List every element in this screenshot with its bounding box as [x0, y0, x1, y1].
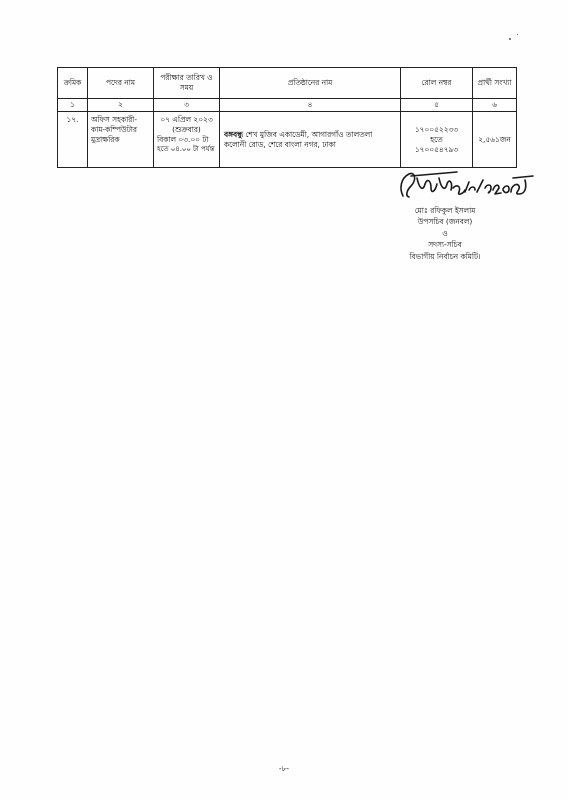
header-institution-name: প্রতিষ্ঠানের নাম: [220, 68, 401, 99]
exam-venue-table: [57, 67, 517, 168]
institution-cell: [220, 112, 401, 168]
column-number: ৪: [220, 99, 401, 112]
column-number: ২: [88, 99, 154, 112]
venue-line-1: [224, 130, 397, 140]
header-roll-number: রোল নম্বর: [401, 68, 473, 99]
exam-time-end: হতে ০৪.০০ টা পর্যন্ত: [157, 144, 215, 153]
column-number-row: [58, 99, 517, 112]
exam-weekday: (শুক্রবার): [172, 124, 201, 134]
scan-speck: [509, 38, 511, 40]
signatory-role: সদস্য-সচিব: [428, 240, 462, 250]
signatory-designation: উপসচিব (জনবল): [417, 217, 473, 227]
post-name-line: অফিস সহকারী-: [91, 115, 138, 124]
column-number: ৬: [473, 99, 517, 112]
venue-bold-word: বঙ্গবন্ধু: [224, 130, 243, 140]
column-number: ৫: [401, 99, 473, 112]
venue-line-2: কলোনী রোড, শেরে বাংলা নগর, ঢাকা: [224, 140, 336, 149]
serial-cell: ১৭.: [58, 112, 88, 168]
exam-time-start: বিকাল ০৩.০০ টা: [157, 134, 209, 144]
candidate-count-cell: ২,৫৬১জন: [473, 112, 517, 168]
exam-date: ০৭ এপ্রিল ২০২৩: [160, 115, 213, 124]
header-candidate-count: প্রার্থী সংখ্যা: [473, 68, 517, 99]
signatory-conjunction: ও: [442, 228, 448, 238]
table-header-row: [58, 68, 517, 99]
post-name-cell: [88, 112, 154, 168]
roll-end: ১৭০০৫৪৭৯৩: [414, 144, 459, 154]
header-serial: ক্রমিক: [58, 68, 88, 99]
signatory-committee: বিভাগীয় নির্বাচন কমিটি।: [409, 251, 481, 261]
header-post-name: পদের নাম: [88, 68, 154, 99]
header-exam-date-time: পরীক্ষার তারিখ ও সময়: [154, 68, 220, 99]
venue-line-1-text: শেখ মুজিব একাডেমী, আগারগাঁও তালতলা: [242, 130, 373, 140]
signatory-block: [375, 205, 515, 262]
exam-date-time-cell: [154, 112, 220, 168]
handwritten-signature: [395, 166, 535, 204]
post-name-line: কাম-কম্পিউটার: [91, 124, 137, 134]
signatory-name: মোঃ রফিকুল ইসলাম: [414, 206, 476, 215]
scan-speck: [517, 34, 518, 35]
roll-number-cell: [401, 112, 473, 168]
roll-to: হতে: [430, 135, 443, 144]
table-row: [58, 112, 517, 168]
column-number: ৩: [154, 99, 220, 112]
post-name-line: মুদ্রাক্ষরিক: [91, 134, 120, 144]
column-number: ১: [58, 99, 88, 112]
page-number: -৮-: [278, 764, 290, 773]
roll-start: ১৭০০৫২২৩৩: [414, 125, 459, 135]
